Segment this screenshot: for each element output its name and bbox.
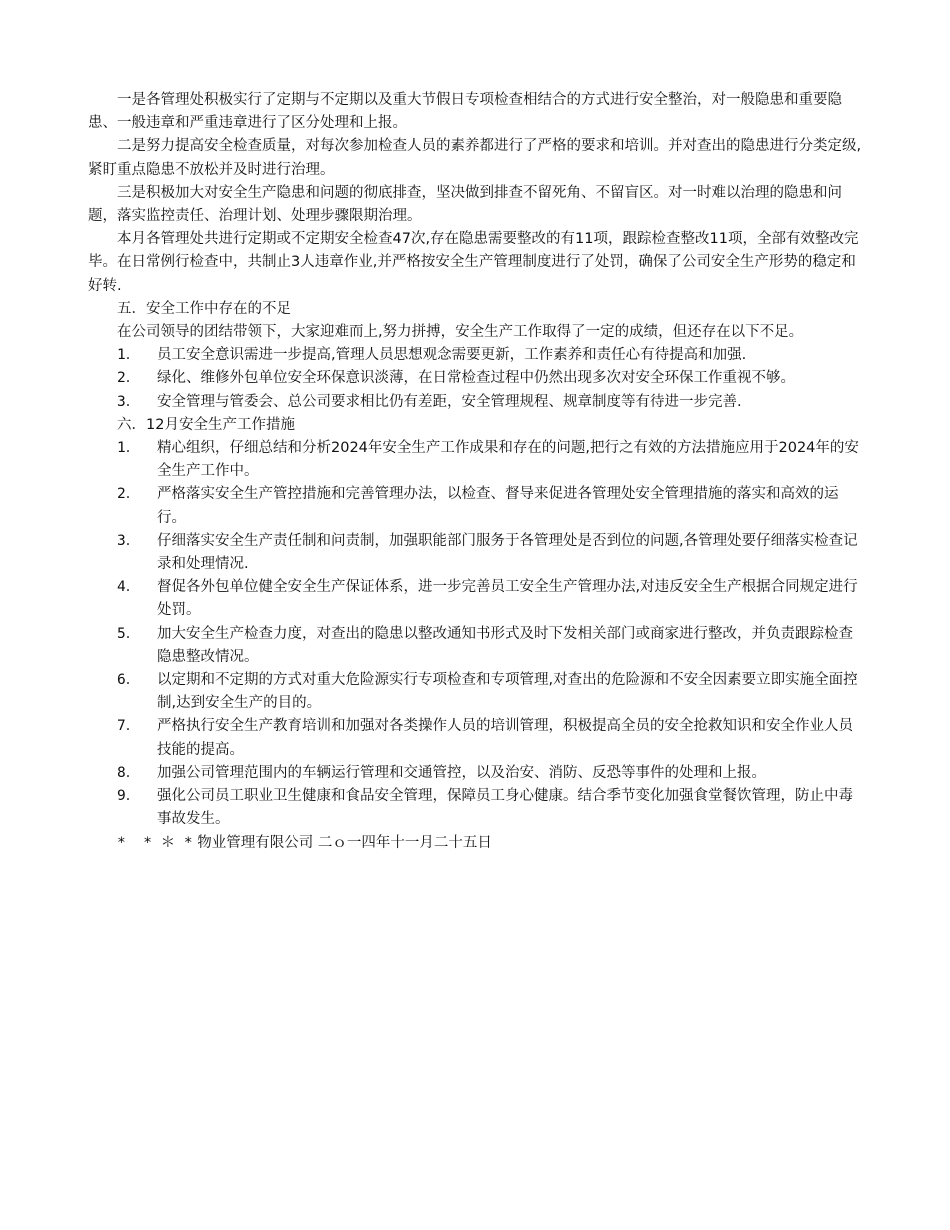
list-item [88, 623, 864, 669]
list-item-text: 强化公司员工职业卫生健康和食品安全管理，保障员工身心健康。结合季节变化加强食堂餐饮管理，防止中毒事故发生。 [157, 788, 853, 828]
paragraph-1: 一是各管理处积极实行了定期与不定期以及重大节假日专项检查相结合的方式进行安全整治，对一般隐患和重要隐患、一般违章和严重违章进行了区分处理和上报。 [88, 92, 842, 132]
list-item [88, 367, 864, 390]
list-item-number: 1． [117, 347, 141, 364]
section-5-heading: 五．安全工作中存在的不足 [117, 300, 291, 317]
list-item-text: 严格执行安全生产教育培训和加强对各类操作人员的培训管理，积极提高全员的安全抢救知识和安全作业人员技能的提高。 [157, 718, 853, 758]
list-item [88, 762, 864, 785]
list-item-number: 4． [117, 579, 141, 596]
list-item-number: 8． [117, 764, 141, 781]
list-item [88, 437, 864, 483]
list-item [88, 530, 864, 576]
paragraph-2: 二是努力提高安全检查质量，对每次参加检查人员的素养都进行了严格的要求和培训。并对查出的隐患进行分类定级,紧盯重点隐患不放松并及时进行治理。 [88, 138, 862, 178]
list-item [88, 669, 864, 715]
list-item-text: 加大安全生产检查力度，对查出的隐患以整改通知书形式及时下发相关部门或商家进行整改，并负责跟踪检查隐患整改情况。 [157, 625, 853, 665]
list-item-text: 精心组织，仔细总结和分析2024年安全生产工作成果和存在的问题,把行之有效的方法措施应用于2024年的安全生产工作中。 [157, 440, 859, 480]
list-item [88, 715, 864, 761]
list-item-number: 5． [117, 625, 141, 642]
section-5-intro: 在公司领导的团结带领下，大家迎难而上,努力拼搏，安全生产工作取得了一定的成绩，但还存在以下不足。 [117, 324, 804, 341]
list-item-number: 1． [117, 440, 141, 457]
company-name: 物业管理有限公司 [197, 834, 314, 851]
list-item-text: 仔细落实安全生产责任制和问责制，加强职能部门服务于各管理处是否到位的问题,各管理处要仔细落实检查记录和处理情况. [157, 532, 858, 573]
list-item-number: 3． [117, 532, 141, 549]
signature-line [88, 832, 864, 855]
list-item-number: 2． [117, 486, 141, 503]
list-item-text: 安全管理与管委会、总公司要求相比仍有差距，安全管理规程、规章制度等有待进一步完善. [157, 393, 742, 410]
paragraph-4: 本月各管理处共进行定期或不定期安全检查47次,存在隐患需要整改的有11项，跟踪检查整改11项，全部有效整改完毕。在日常例行检查中，共制止3人违章作业,并严格按安全生产管理制度进行了处罚，确保了公司安全生产形势的稳定和好转. [88, 231, 859, 294]
list-item [88, 785, 864, 831]
list-item-number: 2． [117, 370, 141, 387]
list-item [88, 576, 864, 622]
paragraph-3: 三是积极加大对安全生产隐患和问题的彻底排查，坚决做到排查不留死角、不留盲区。对一时难以治理的隐患和问题，落实监控责任、治理计划、处理步骤限期治理。 [88, 184, 842, 225]
list-item-text: 督促各外包单位健全安全生产保证体系，进一步完善员工安全生产管理办法,对违反安全生产根据合同规定进行处罚。 [157, 579, 858, 619]
list-item-number: 7． [117, 718, 141, 735]
list-item-number: 6． [117, 672, 141, 689]
document-page [88, 89, 864, 855]
list-item [88, 344, 864, 367]
list-item-text: 加强公司管理范围内的车辆运行管理和交通管控，以及治安、消防、反恐等事件的处理和上报。 [157, 764, 766, 781]
signature-date: 二ｏ一四年十一月二十五日 [317, 834, 492, 851]
list-item-text: 以定期和不定期的方式对重大危险源实行专项检查和专项管理,对查出的危险源和不安全因素要立即实施全面控制,达到安全生产的目的。 [157, 672, 858, 712]
list-item-number: 3． [117, 393, 141, 410]
list-item-number: 9． [117, 788, 141, 805]
shortcomings-list [88, 344, 864, 414]
measures-list [88, 437, 864, 831]
list-item [88, 483, 864, 529]
list-item-text: 员工安全意识需进一步提高,管理人员思想观念需要更新，工作素养和责任心有待提高和加强. [157, 347, 747, 364]
section-6-heading: 六．12月安全生产工作措施 [117, 416, 295, 433]
list-item-text: 绿化、维修外包单位安全环保意识淡薄，在日常检查过程中仍然出现多次对安全环保工作重视不够。 [157, 370, 795, 387]
masked-name: * * ＊ * [117, 834, 193, 851]
list-item [88, 391, 864, 414]
list-item-text: 严格落实安全生产管控措施和完善管理办法，以检查、督导来促进各管理处安全管理措施的落实和高效的运行。 [157, 486, 839, 526]
